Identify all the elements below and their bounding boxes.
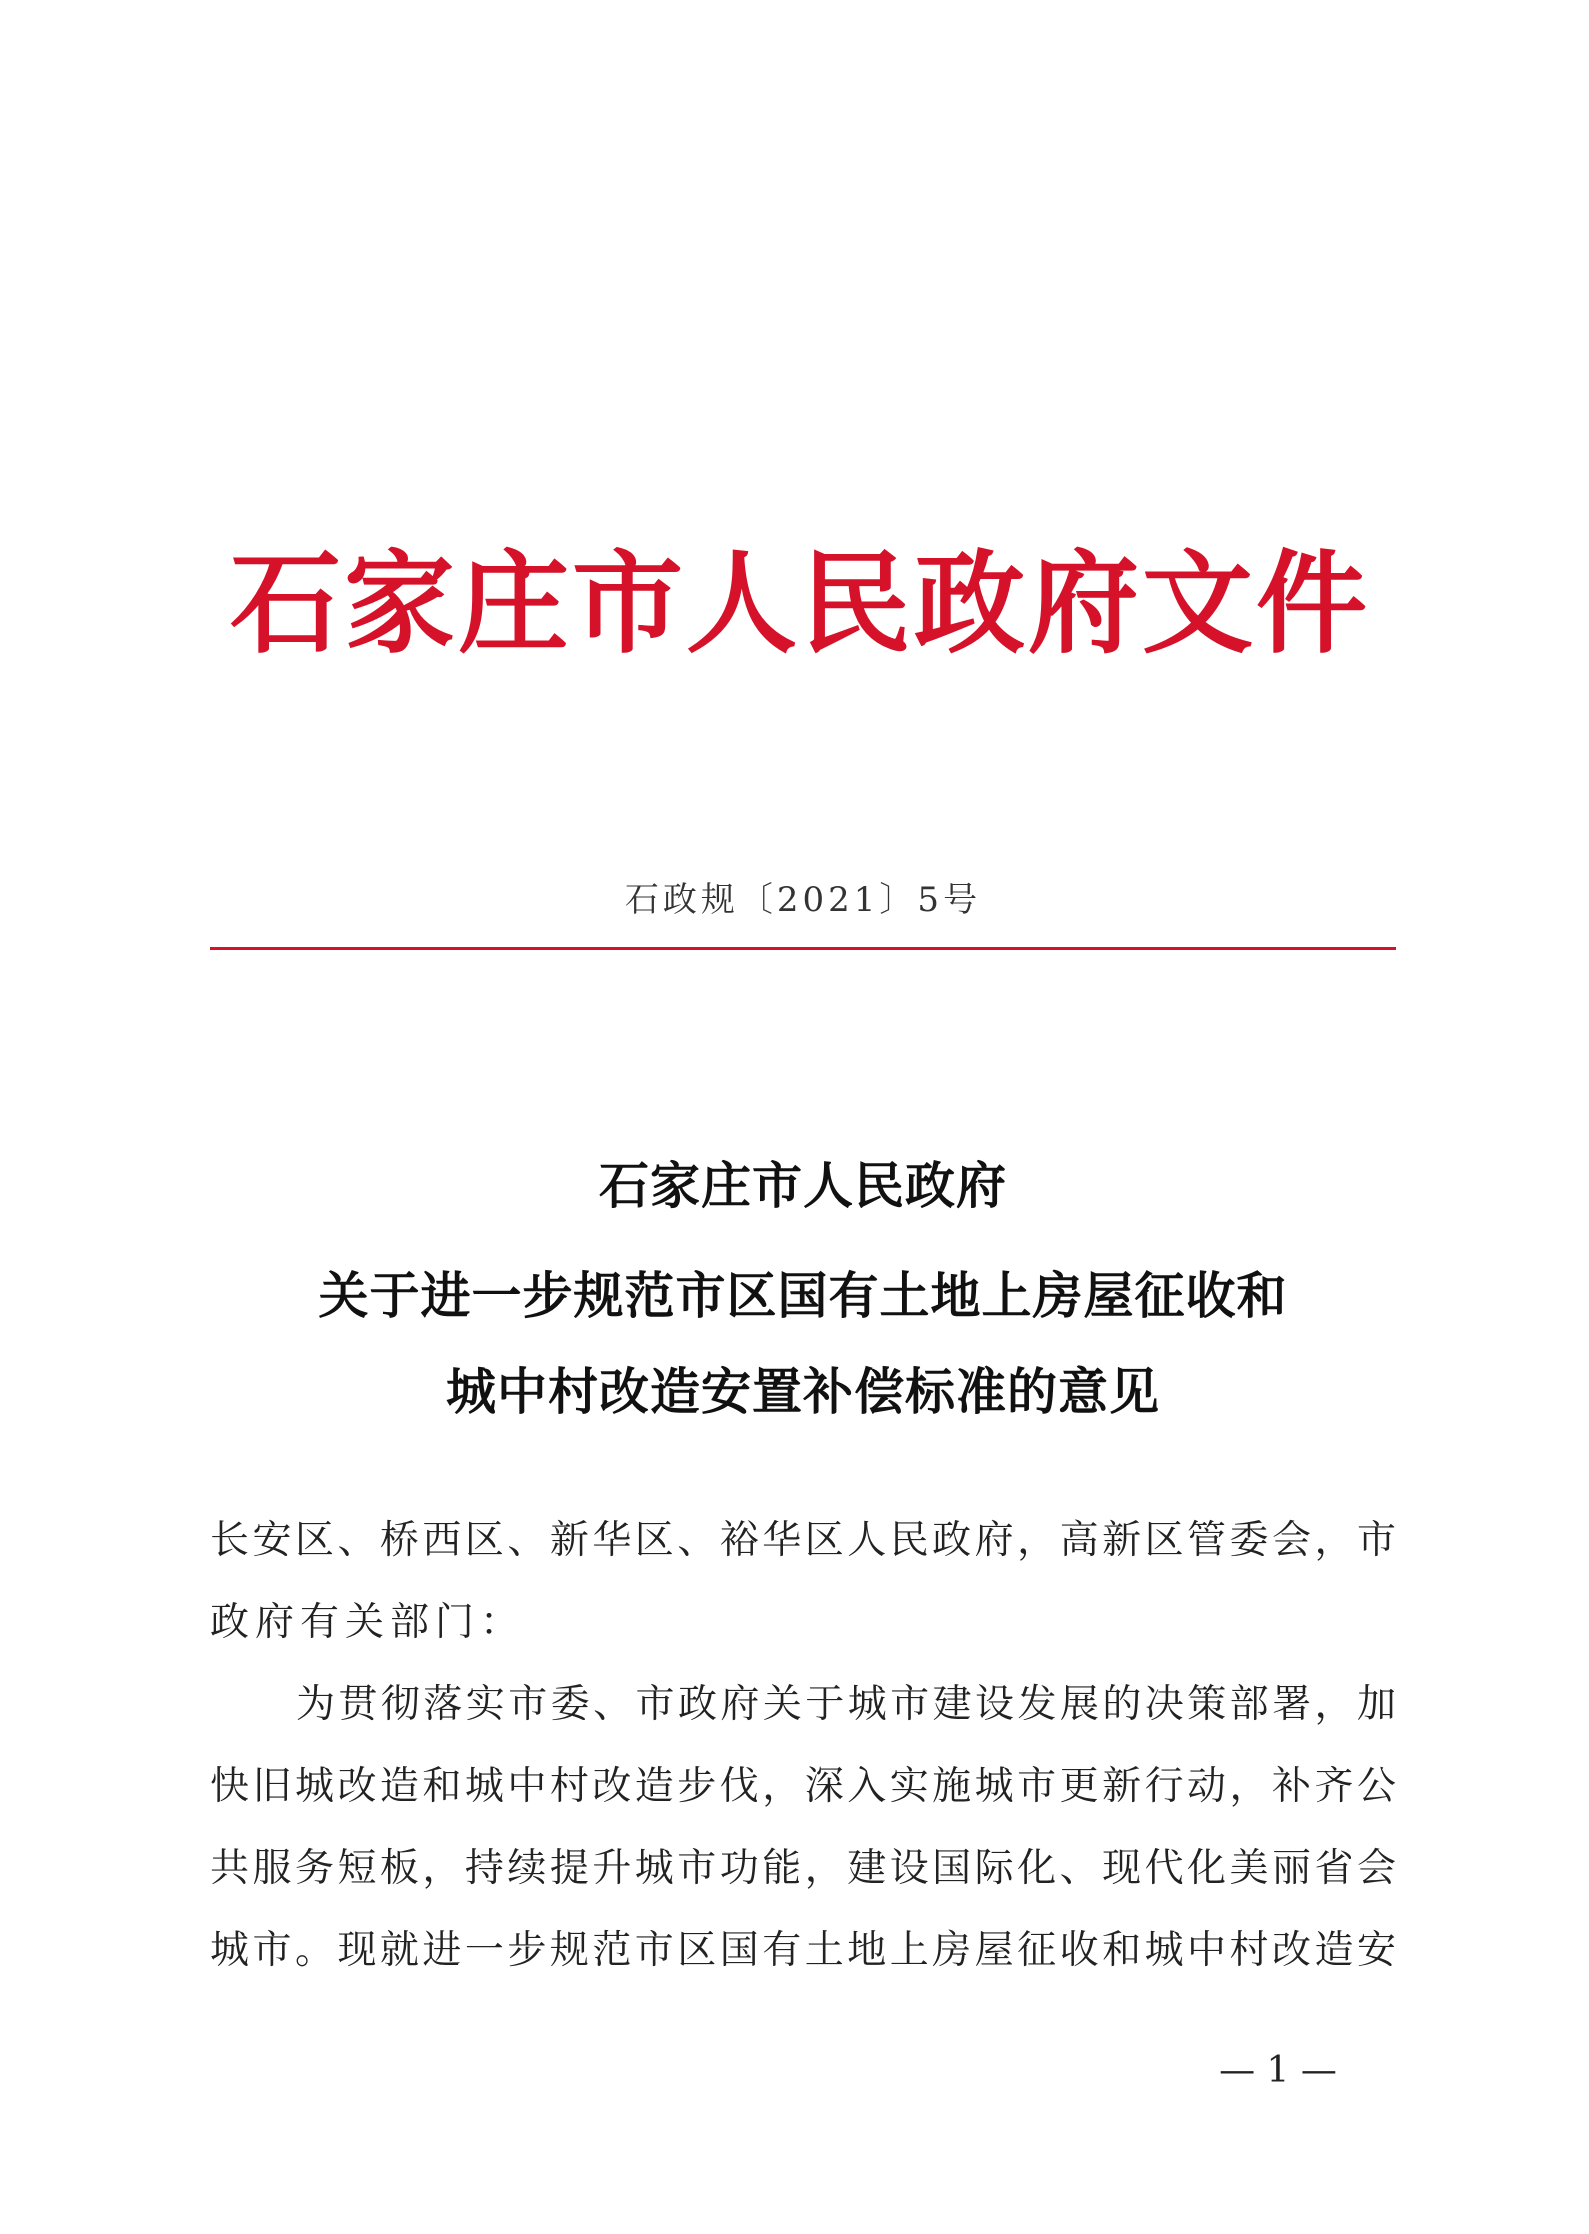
document-title-line-1: 石家庄市人民政府 bbox=[599, 1156, 1007, 1215]
recipients-line-2: 政府有关部门： bbox=[210, 1600, 526, 1645]
red-divider-line bbox=[210, 947, 1396, 950]
document-title-line-2: 关于进一步规范市区国有土地上房屋征收和 bbox=[318, 1266, 1288, 1325]
document-title-line-3: 城中村改造安置补偿标准的意见 bbox=[446, 1362, 1160, 1421]
paragraph-line-2: 快旧城改造和城中村改造步伐，深入实施城市更新行动，补齐公 bbox=[210, 1764, 1396, 1809]
paragraph-line-4: 城市。现就进一步规范市区国有土地上房屋征收和城中村改造安 bbox=[210, 1928, 1396, 1973]
recipients-line-1: 长安区、桥西区、新华区、裕华区人民政府，高新区管委会，市 bbox=[210, 1518, 1396, 1563]
document-masthead: 石家庄市人民政府文件 bbox=[229, 539, 1370, 669]
document-number: 石政规〔2021〕5号 bbox=[624, 880, 982, 920]
paragraph-line-1: 为贯彻落实市委、市政府关于城市建设发展的决策部署，加 bbox=[296, 1682, 1396, 1727]
paragraph-line-3: 共服务短板，持续提升城市功能，建设国际化、现代化美丽省会 bbox=[210, 1846, 1396, 1891]
page-number: — 1 — bbox=[1219, 2050, 1337, 2091]
